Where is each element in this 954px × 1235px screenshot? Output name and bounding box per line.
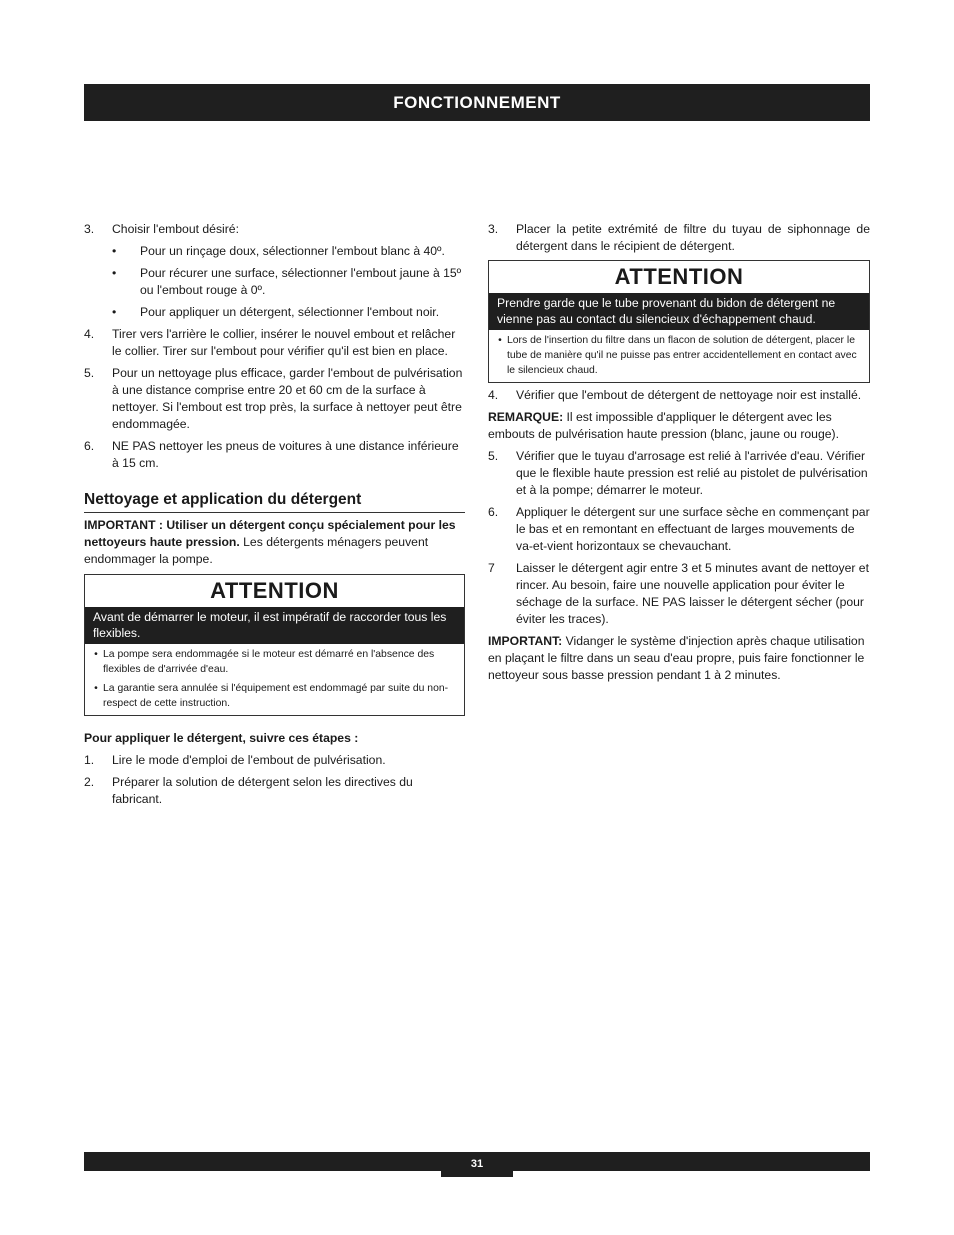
list-item (488, 387, 870, 404)
item-text: NE PAS nettoyer les pneus de voitures à une distance inférieure à 15 cm. (112, 439, 459, 470)
item-text: Pour un nettoyage plus efficace, garder l'embout de pulvérisation à une distance comprise entre 20 et 60 cm de la surface à nettoyer. Si l'embout est trop près, la surface à nettoyer peut être endommagée. (112, 366, 463, 431)
list-item (488, 560, 870, 628)
bullet-symbol: • (112, 244, 117, 258)
section-header (84, 84, 870, 121)
item-number: 5. (84, 366, 95, 380)
bullet-symbol: • (94, 649, 98, 660)
attention-bullet-text: La pompe sera endommagée si le moteur est démarré en l'absence des flexibles de d'arrivée d'eau. (103, 649, 435, 675)
attention-title: ATTENTION (614, 264, 744, 289)
list-item (84, 774, 465, 808)
list-item (488, 504, 870, 555)
attention-title: ATTENTION (210, 578, 339, 603)
bullet-symbol: • (498, 335, 502, 346)
important-note-bold: IMPORTANT : Utiliser un détergent conçu spécialement pour les nettoyeurs haute pression. (84, 518, 456, 549)
list-item (84, 752, 465, 769)
list-item (488, 221, 870, 255)
attention-box (84, 574, 465, 716)
list-item (84, 365, 465, 433)
item-text: Tirer vers l'arrière le collier, insérer le nouvel embout et relâcher le collier. Tirer sur l'embout pour vérifier qu'il est bien en place. (112, 327, 456, 358)
attention-banner: Prendre garde que le tube provenant du bidon de détergent ne vienne pas au contact du silencieux d'échappement chaud. (489, 293, 869, 330)
list-item (84, 438, 465, 472)
attention-bullet (89, 647, 458, 677)
bullet-text: Pour récurer une surface, sélectionner l'embout jaune à 15º ou l'embout rouge à 0º. (140, 266, 462, 297)
left-column (84, 221, 465, 813)
item-text: Appliquer le détergent sur une surface sèche en commençant par le bas et en remontant en effectuant de larges mouvements de va-et-vient horizontaux se chevauchant. (516, 505, 870, 553)
item-number: 2. (84, 775, 95, 789)
attention-bullets (489, 330, 869, 382)
important-note-text: Les détergents ménagers peuvent endommager la pompe. (84, 535, 429, 566)
list-item (84, 221, 465, 238)
item-number: 7 (488, 561, 495, 575)
bullet-symbol: • (94, 683, 98, 694)
item-number: 4. (488, 388, 499, 402)
item-number: 1. (84, 753, 95, 767)
remarque-text: Il est impossible d'appliquer le détergent avec les embouts de pulvérisation haute pression (blanc, jaune ou rouge). (488, 410, 839, 441)
attention-box (488, 260, 870, 383)
item-number: 6. (488, 505, 499, 519)
list-bullet (112, 304, 465, 321)
important-note (84, 517, 465, 568)
important-note-text: Vidanger le système d'injection après chaque utilisation en plaçant le filtre dans un seau d'eau propre, puis faire fonctionner le nettoyeur sous basse pression pendant 1 à 2 minutes. (488, 634, 865, 682)
item-number: 3. (84, 222, 95, 236)
right-column (488, 221, 870, 689)
important-note (488, 633, 870, 684)
item-text: Préparer la solution de détergent selon les directives du fabricant. (112, 775, 413, 806)
item-number: 5. (488, 449, 499, 463)
list-bullet (112, 243, 465, 260)
item-text: Vérifier que l'embout de détergent de nettoyage noir est installé. (516, 388, 862, 402)
attention-bullet-text: La garantie sera annulée si l'équipement est endommagé par suite du non-respect de cette instruction. (103, 683, 449, 709)
attention-bullet (493, 333, 863, 378)
item-text: Vérifier que le tuyau d'arrosage est relié à l'arrivée d'eau. Vérifier que le flexible haute pression est relié au pistolet de pulvérisation et à la pompe; démarrer le moteur. (516, 449, 868, 497)
bullet-text: Pour un rinçage doux, sélectionner l'embout blanc à 40º. (140, 244, 445, 258)
attention-bullets (85, 644, 464, 715)
list-item (84, 326, 465, 360)
item-text: Choisir l'embout désiré: (112, 222, 239, 236)
attention-bullet (89, 681, 458, 711)
important-note-bold: IMPORTANT: (488, 634, 563, 648)
remarque-note (488, 409, 870, 443)
bullet-symbol: • (112, 305, 117, 319)
list-item (488, 448, 870, 499)
attention-bullet-text: Lors de l'insertion du filtre dans un flacon de solution de détergent, placer le tube de manière qu'il ne puisse pas entrer accidentellement en contact avec le silencieux chaud. (507, 335, 857, 376)
item-number: 4. (84, 327, 95, 341)
item-text: Laisser le détergent agir entre 3 et 5 minutes avant de nettoyer et rincer. Au besoin, faire une nouvelle application pour éviter le séchage de la surface. NE PAS laisser le détergent sécher (pour éviter les traces). (516, 561, 869, 626)
bullet-text: Pour appliquer un détergent, sélectionner l'embout noir. (140, 305, 440, 319)
item-text: Placer la petite extrémité de filtre du tuyau de siphonnage de détergent dans le récipient de détergent. (516, 222, 870, 253)
remarque-bold: REMARQUE: (488, 410, 564, 424)
page-number (441, 1152, 513, 1177)
steps-heading (84, 730, 465, 747)
section-title: Nettoyage et application du détergent (84, 490, 465, 513)
section-header-title: FONCTIONNEMENT (393, 93, 561, 112)
attention-banner: Avant de démarrer le moteur, il est impératif de raccorder tous les flexibles. (85, 607, 464, 644)
item-text: Lire le mode d'emploi de l'embout de pulvérisation. (112, 753, 386, 767)
item-number: 6. (84, 439, 95, 453)
page-number-text: 31 (470, 1158, 484, 1170)
steps-heading-text: Pour appliquer le détergent, suivre ces étapes : (84, 731, 359, 745)
list-bullet (112, 265, 465, 299)
bullet-symbol: • (112, 266, 117, 280)
item-number: 3. (488, 222, 499, 236)
